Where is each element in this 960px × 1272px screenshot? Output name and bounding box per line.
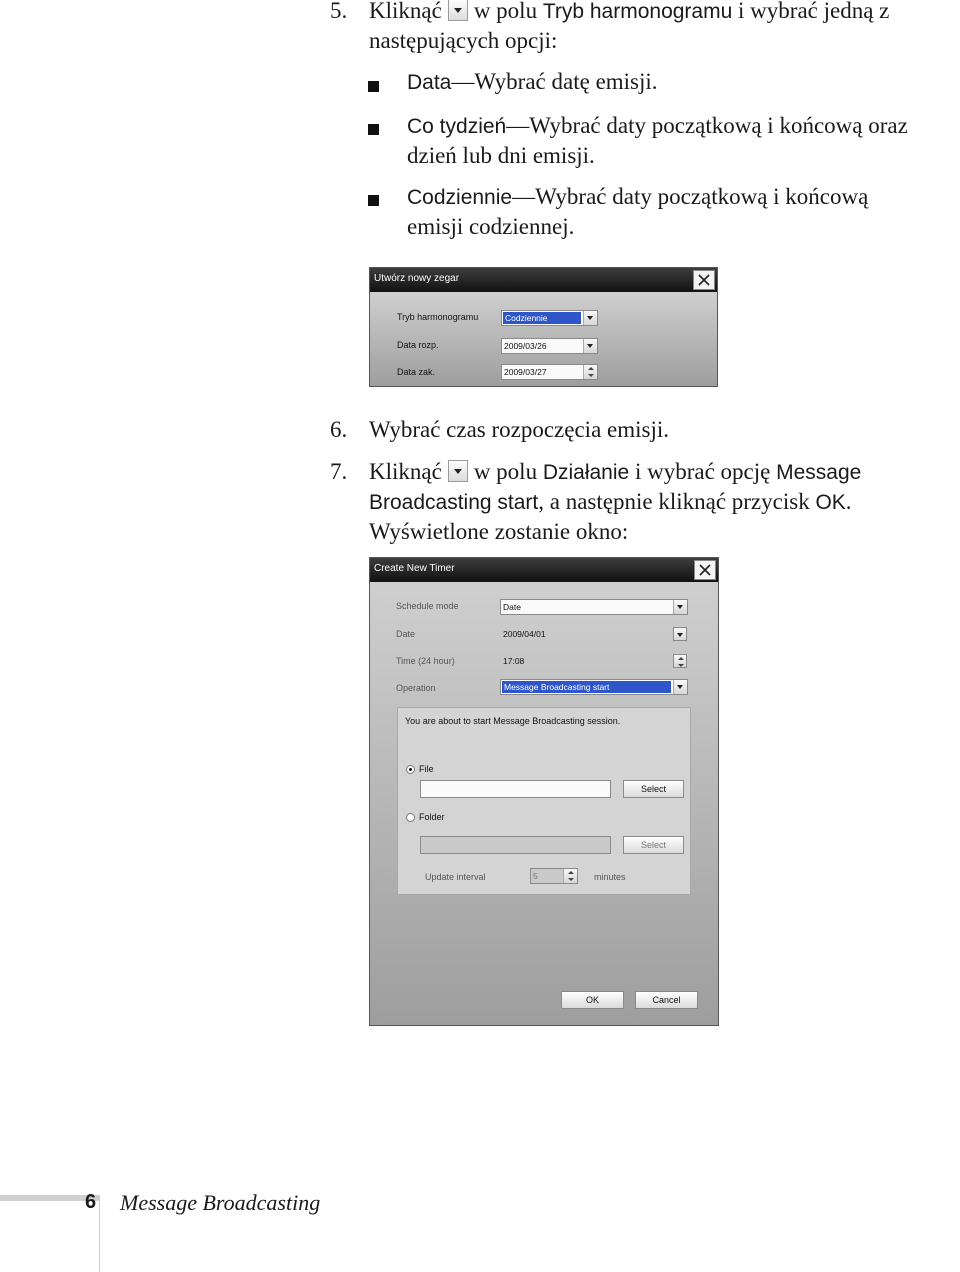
end-date-value: 2009/03/27	[504, 367, 547, 377]
schedule-mode-value: Date	[503, 602, 521, 612]
option-dash: —	[506, 113, 530, 138]
chevron-down-icon[interactable]	[673, 600, 687, 614]
time-label: Time (24 hour)	[396, 656, 455, 666]
close-icon	[698, 563, 712, 577]
dialog-title-bar	[370, 558, 718, 582]
step-5-post: i wybrać jedną z	[738, 0, 890, 23]
step-7-pre: Kliknąć	[369, 459, 442, 484]
step-5-field: Tryb harmonogramu	[542, 0, 733, 23]
dialog-create-new-timer	[369, 557, 719, 1026]
file-radio[interactable]	[406, 765, 415, 774]
option-desc-line-2: emisji codziennej.	[407, 214, 575, 239]
step-7-end: .	[845, 489, 852, 514]
step-7-option-cont: Broadcasting start	[369, 491, 539, 514]
option-term: Co tydzień	[407, 115, 507, 138]
dropdown-arrow-icon	[448, 460, 468, 482]
end-date-stepper[interactable]	[501, 364, 598, 380]
step-6-number: 6.	[330, 417, 348, 442]
panel-heading: You are about to start Message Broadcasting session.	[405, 716, 621, 726]
schedule-mode-value: Codziennie	[503, 312, 581, 324]
step-7-number: 7.	[330, 459, 348, 484]
cancel-button[interactable]: Cancel	[635, 991, 698, 1009]
dialog-utworz-nowy-zegar	[369, 267, 718, 387]
chevron-down-icon[interactable]	[583, 311, 597, 325]
option-term: Data	[407, 71, 452, 94]
operation-select[interactable]	[500, 679, 688, 695]
spin-arrows-icon[interactable]	[583, 365, 597, 379]
step-7-line-2	[369, 487, 852, 518]
chevron-down-icon[interactable]	[673, 627, 687, 641]
option-codziennie	[407, 182, 868, 213]
update-interval-value: 5	[533, 871, 538, 881]
chevron-down-icon[interactable]	[583, 339, 597, 353]
bullet-icon	[368, 195, 379, 206]
step-5-mid: w polu	[473, 0, 538, 23]
step-7-option: Message	[776, 461, 862, 484]
operation-value: Message Broadcasting start	[502, 681, 671, 693]
step-7-mid: w polu	[473, 459, 538, 484]
spin-arrows-icon[interactable]	[673, 654, 687, 668]
folder-label: Folder	[419, 812, 445, 822]
page-number: 6	[85, 1191, 97, 1213]
date-value: 2009/04/01	[503, 629, 546, 639]
step-5-line-1	[369, 0, 889, 27]
folder-path-input[interactable]	[420, 836, 611, 854]
dialog-body	[370, 292, 717, 386]
schedule-mode-select[interactable]	[500, 599, 688, 615]
schedule-mode-label: Schedule mode	[396, 601, 459, 611]
dialog-title-bar	[370, 268, 717, 292]
step-5-pre: Kliknąć	[369, 0, 442, 23]
option-desc-line-2: dzień lub dni emisji.	[407, 143, 595, 168]
step-7-post: i wybrać opcję	[634, 459, 771, 484]
step-7-field: Działanie	[542, 461, 630, 484]
folder-select-button[interactable]: Select	[623, 836, 684, 854]
close-icon	[697, 273, 711, 287]
broadcast-options-panel	[397, 707, 691, 895]
folder-radio[interactable]	[406, 813, 415, 822]
close-button[interactable]	[693, 270, 715, 290]
bullet-icon	[368, 124, 379, 135]
update-interval-label: Update interval	[425, 872, 486, 882]
step-7-line-2-text: , a następnie kliknąć przycisk	[538, 489, 810, 514]
step-7-ok: OK	[815, 491, 846, 514]
schedule-mode-label: Tryb harmonogramu	[397, 312, 479, 322]
start-date-select[interactable]	[501, 338, 598, 354]
start-date-value: 2009/03/26	[504, 341, 547, 351]
chevron-down-icon[interactable]	[673, 680, 687, 694]
date-select[interactable]	[500, 626, 688, 642]
operation-label: Operation	[396, 683, 436, 693]
schedule-mode-select[interactable]	[501, 310, 598, 326]
step-5-line-2: następujących opcji:	[369, 28, 558, 53]
time-stepper[interactable]	[500, 653, 688, 669]
option-desc: Wybrać datę emisji.	[474, 69, 658, 94]
step-7-line-1	[369, 457, 861, 488]
file-label: File	[419, 764, 434, 774]
section-title: Message Broadcasting	[120, 1190, 321, 1215]
update-interval-stepper[interactable]	[530, 868, 578, 884]
bullet-icon	[368, 81, 379, 92]
option-dash: —	[512, 184, 536, 209]
end-date-label: Data zak.	[397, 367, 436, 377]
option-term: Codziennie	[407, 186, 513, 209]
option-dash: —	[451, 69, 475, 94]
dropdown-arrow-icon	[448, 0, 468, 21]
step-6-text: Wybrać czas rozpoczęcia emisji.	[369, 417, 669, 442]
ok-button[interactable]: OK	[561, 991, 624, 1009]
dialog-title: Create New Timer	[374, 563, 455, 574]
start-date-label: Data rozp.	[397, 340, 439, 350]
footer-vertical-rule	[99, 1195, 100, 1272]
dialog-body	[370, 582, 718, 1025]
option-co-tydzien	[407, 111, 908, 142]
update-interval-unit: minutes	[594, 872, 626, 882]
spin-arrows-icon[interactable]	[563, 869, 577, 883]
date-label: Date	[396, 629, 416, 639]
step-7-line-3: Wyświetlone zostanie okno:	[369, 519, 629, 544]
option-desc: Wybrać daty początkową i końcową oraz	[529, 113, 908, 138]
file-path-input[interactable]	[420, 780, 611, 798]
dialog-title: Utwórz nowy zegar	[374, 273, 460, 284]
option-desc: Wybrać daty początkową i końcową	[535, 184, 869, 209]
time-value: 17:08	[503, 656, 525, 666]
step-5-number: 5.	[330, 0, 348, 23]
option-data	[407, 67, 658, 98]
file-select-button[interactable]: Select	[623, 780, 684, 798]
close-button[interactable]	[694, 560, 716, 580]
